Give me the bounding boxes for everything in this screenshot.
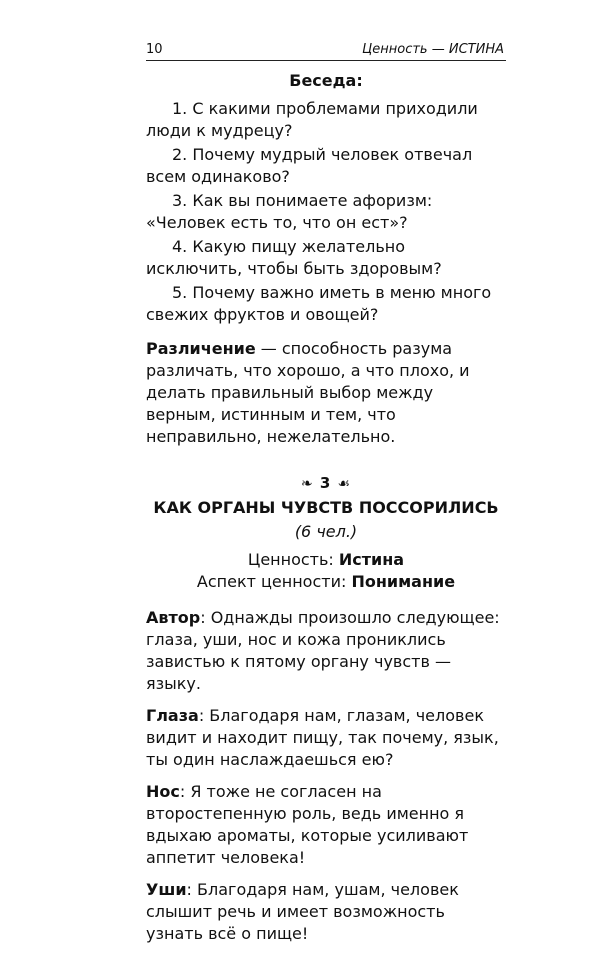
speaker-text: : Я тоже не согласен на второстепенную роль, ведь именно я вдыхаю ароматы, которые усиливают аппетит человека!: [146, 782, 469, 867]
speaker-text: : Благодаря нам, глазам, человек видит и находит пищу, так почему, язык, ты один наслаждаешься ею?: [146, 706, 499, 769]
dialogue: [146, 607, 506, 945]
discussion-question: 1. С какими проблемами приходили люди к мудрецу?: [146, 99, 478, 140]
story-title: КАК ОРГАНЫ ЧУВСТВ ПОССОРИЛИСЬ: [153, 498, 499, 517]
discussion-question: 4. Какую пищу желательно исключить, чтобы быть здоровым?: [146, 237, 442, 278]
definition-text: — способность разума различать, что хорошо, а что плохо, и делать правильный выбор между верным, истинным и тем, что неправильно, нежелательно.: [146, 339, 470, 446]
speaker-name: Глаза: [146, 706, 199, 725]
ornament-left-icon: ❧: [300, 476, 314, 492]
ornament-right-icon: ☙: [337, 476, 352, 492]
page-content: [146, 70, 506, 955]
value-label: Ценность:: [247, 550, 339, 569]
page-number: 10: [146, 42, 163, 57]
discussion-question: 3. Как вы понимаете афоризм: «Человек есть то, что он ест»?: [146, 191, 433, 232]
story-number: 3: [319, 474, 332, 492]
dialogue-line: [146, 879, 506, 945]
speaker-text: : Однажды произошло следующее: глаза, уши, нос и кожа прониклись завистью к пятому органу чувств — языку.: [146, 608, 500, 693]
discussion-question: 5. Почему важно иметь в меню много свежих фруктов и овощей?: [146, 283, 492, 324]
definition-paragraph: [146, 338, 506, 448]
discussion-question: 2. Почему мудрый человек отвечал всем одинаково?: [146, 145, 473, 186]
discussion-heading: Беседа:: [289, 71, 363, 90]
story-number-line: [146, 472, 506, 495]
running-title: Ценность — ИСТИНА: [362, 42, 504, 57]
dialogue-line: [146, 705, 506, 771]
story-value-line: [146, 549, 506, 571]
page-header: [146, 40, 506, 61]
speaker-name: Нос: [146, 782, 180, 801]
speaker-name: Автор: [146, 608, 201, 627]
speaker-text: : Благодаря нам, ушам, человек слышит речь и имеет возможность узнать всё о пище!: [146, 880, 459, 943]
aspect-label: Аспект ценности:: [196, 572, 352, 591]
dialogue-line: [146, 781, 506, 869]
definition-term: Различение: [146, 339, 256, 358]
story-people-count: (6 чел.): [294, 522, 358, 541]
speaker-name: Уши: [146, 880, 187, 899]
aspect-name: Понимание: [351, 572, 456, 591]
story-aspect-line: [146, 571, 506, 593]
dialogue-line: [146, 607, 506, 695]
value-name: Истина: [338, 550, 405, 569]
